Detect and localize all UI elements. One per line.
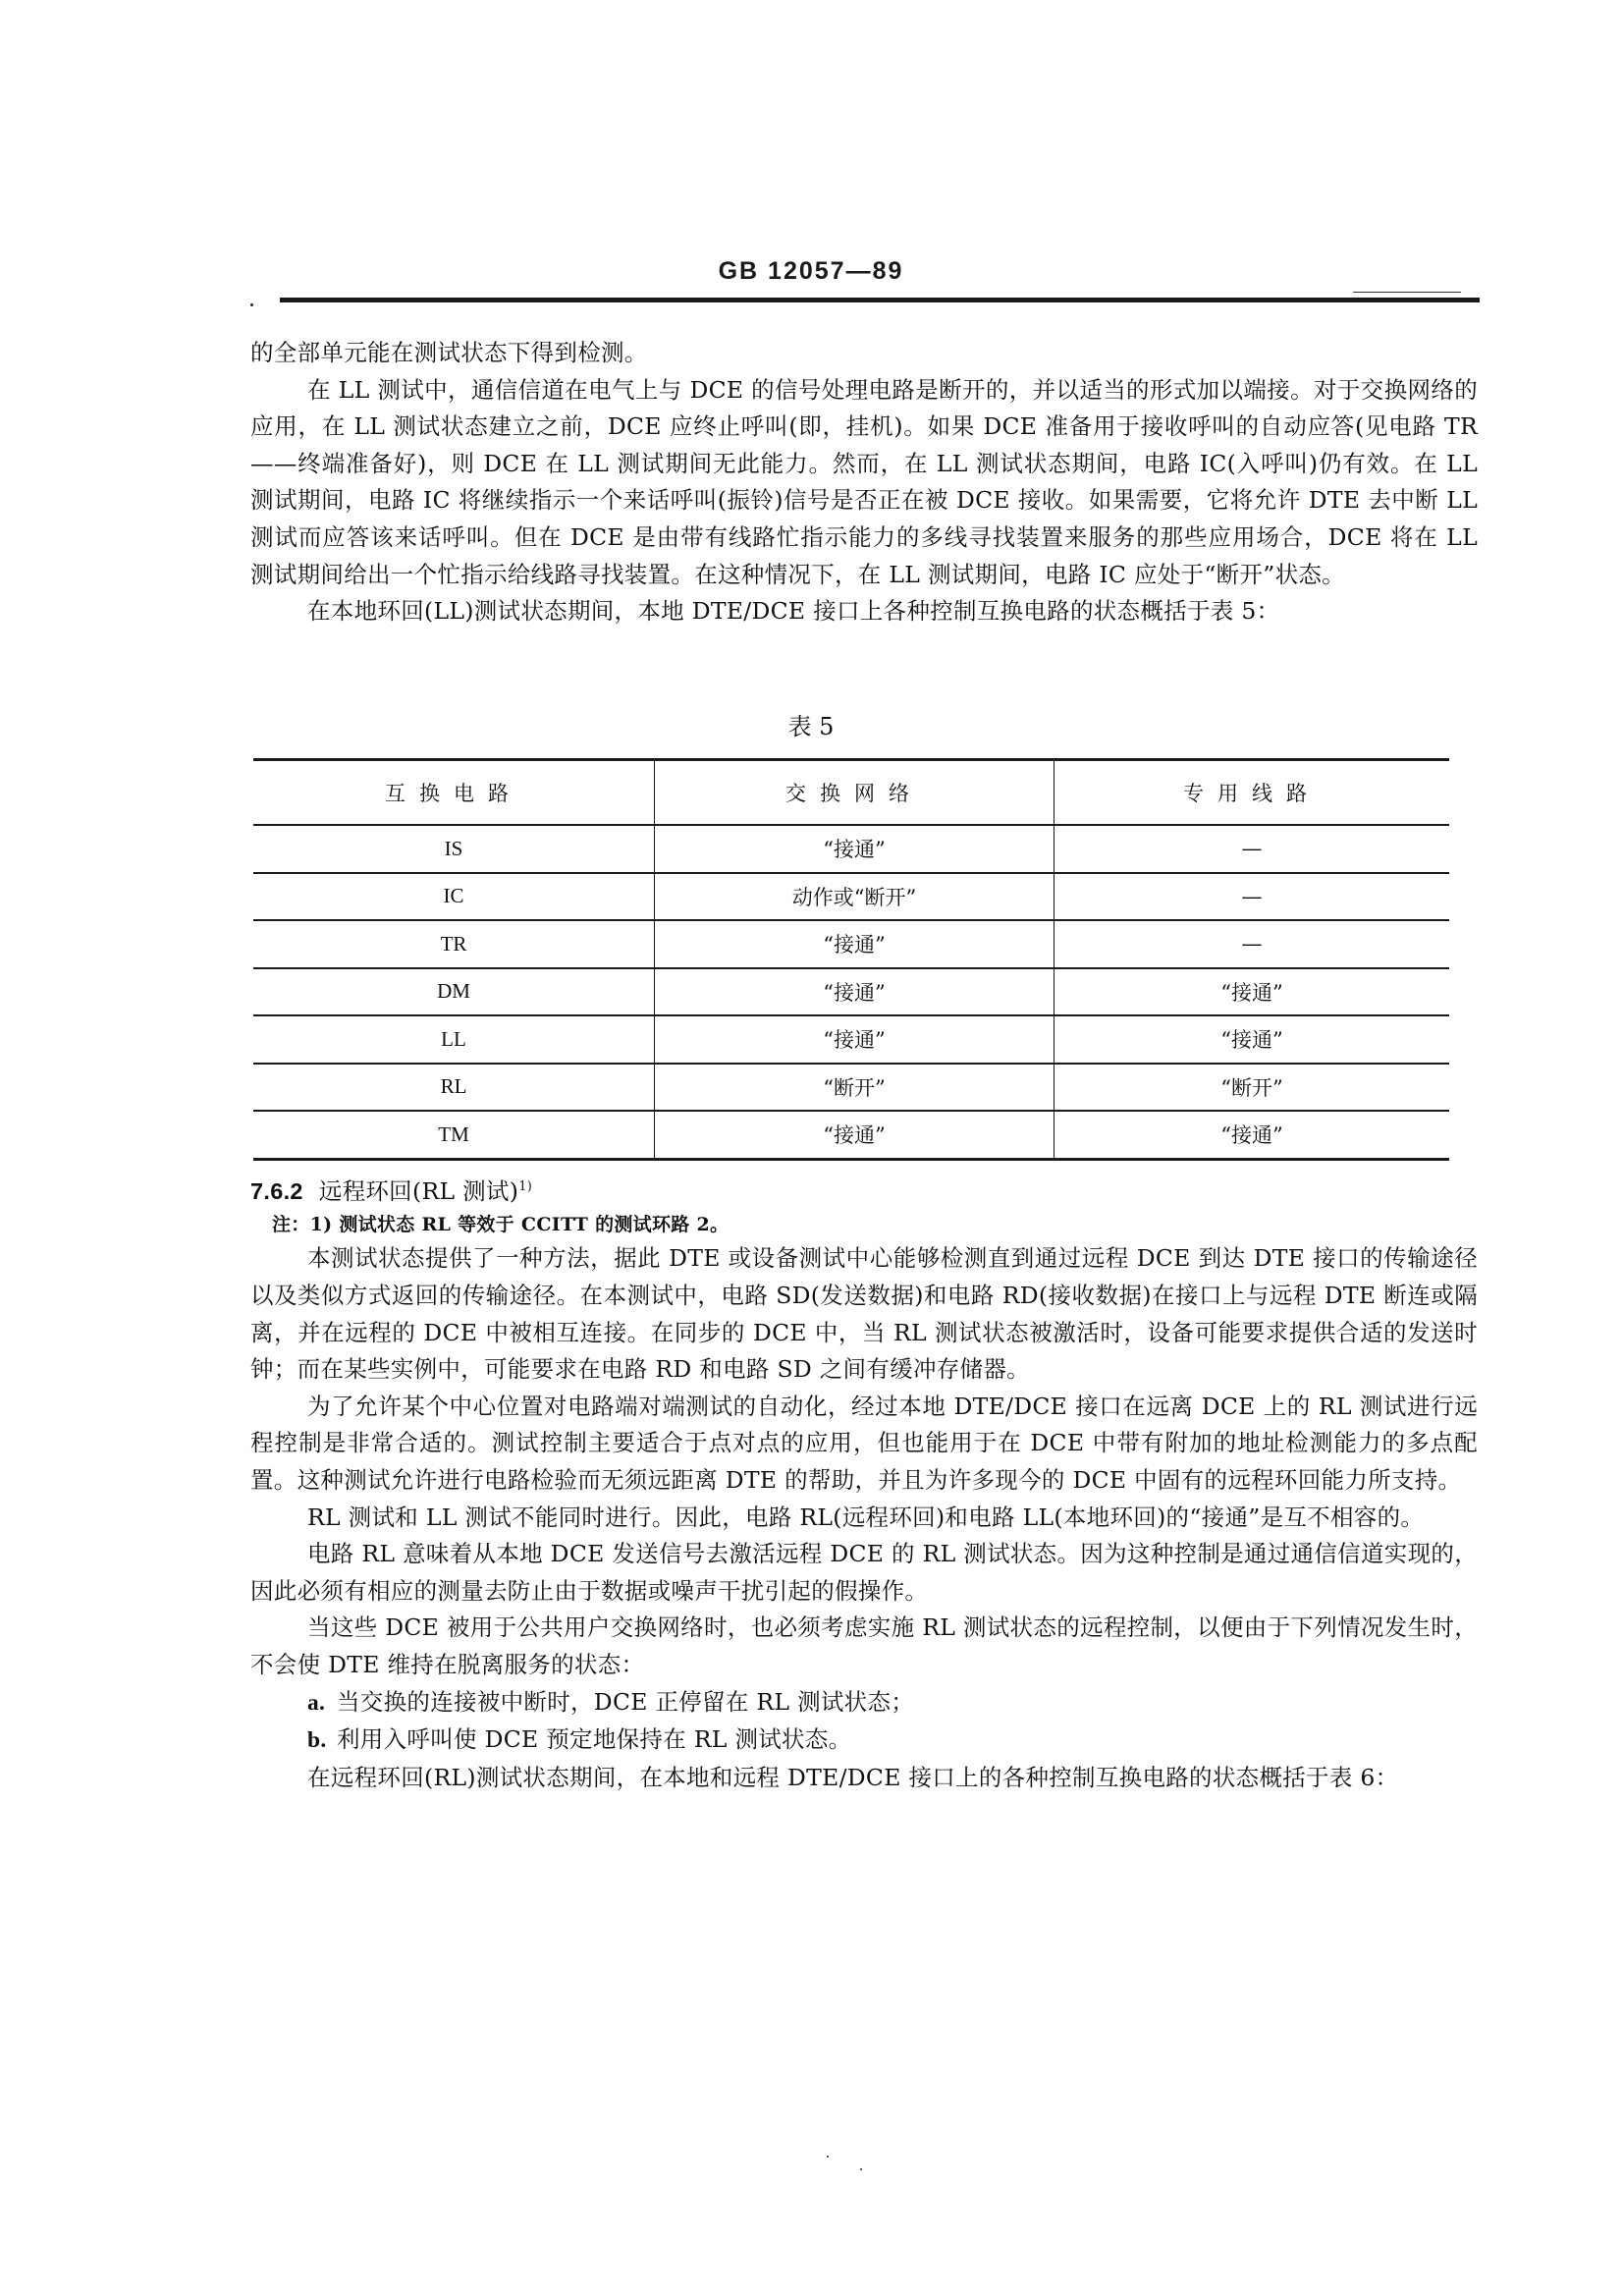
table-caption: 表 5 — [787, 713, 835, 740]
continuation-line: 的全部单元能在测试状态下得到检测。 — [250, 339, 648, 366]
cell-circuit: DM — [253, 968, 655, 1016]
cell-circuit: IC — [253, 873, 655, 921]
column-header-circuit: 互换电路 — [253, 760, 655, 826]
paragraph-ll-test: 在 LL 测试中，通信信道在电气上与 DCE 的信号处理电路是断开的，并以适当的形式加以端接。对于交换网络的应用，在 LL 测试状态建立之前，DCE 应终止呼叫(即，挂机)。如果 DCE 准备用于接收呼叫的自动应答(见电路 TR——终端准备好)，则 DCE 在 LL 测试期间无此能力。然而，在 LL 测试状态期间，电路 IC(入呼叫)仍有效。在 LL 测试期间，电路 IC 将继续指示一个来话呼叫(振铃)信号是否正在被 DCE 接收。如果需要，它将允许 DTE 去中断 LL 测试而应答该来话呼叫。但在 DCE 是由带有线路忙指示能力的多线寻找装置来服务的那些应用场合，DCE 将在 LL 测试期间给出一个忙指示给线路寻找装置。在这种情况下，在 LL 测试期间，电路 IC 应处于“断开”状态。 — [250, 375, 1478, 588]
table-row — [253, 1111, 1449, 1159]
section-title: 远程环回(RL 测试) — [318, 1176, 519, 1205]
cell-circuit: LL — [253, 1015, 655, 1064]
footnote-note: 注：1) 测试状态 RL 等效于 CCITT 的测试环路 2。 — [272, 1214, 730, 1236]
scan-speck — [860, 2168, 862, 2170]
cell-circuit: RL — [253, 1064, 655, 1112]
section-number: 7.6.2 — [250, 1177, 303, 1204]
standard-code: GB 12057—89 — [718, 257, 904, 285]
paragraph-public-network: 当这些 DCE 被用于公共用户交换网络时，也必须考虑实施 RL 测试状态的远程控制，以便由于下列情况发生时，不会使 DTE 维持在脱离服务的状态： — [250, 1613, 1478, 1678]
cell-switched-network: “接通” — [655, 968, 1054, 1016]
top-text-block — [250, 335, 1478, 630]
table-row — [253, 1015, 1449, 1064]
paragraph-table6-intro: 在远程环回(RL)测试状态期间，在本地和远程 DTE/DCE 接口上的各种控制互换电路的状态概括于表 6： — [307, 1763, 1399, 1791]
scan-speck — [250, 303, 253, 306]
cell-leased-line: “接通” — [1054, 968, 1450, 1016]
cell-circuit: TM — [253, 1111, 655, 1159]
header-rule — [280, 298, 1480, 302]
cell-leased-line: — — [1054, 920, 1450, 968]
list-item-a — [250, 1684, 1478, 1722]
cell-leased-line: “接通” — [1054, 1111, 1450, 1159]
list-marker: a. — [307, 1689, 326, 1716]
paragraph-rl-method: 本测试状态提供了一种方法，据此 DTE 或设备测试中心能够检测直到通过远程 DCE 到达 DTE 接口的传输途径以及类似方式返回的传输途径。在本测试中，电路 SD(发送数据)和电路 RD(接收数据)在接口上与远程 DTE 断连或隔离，并在远程的 DCE 中被相互连接。在同步的 DCE 中，当 RL 测试状态被激活时，设备可能要求提供合适的发送时钟；而在某些实例中，可能要求在电路 RD 和电路 SD 之间有缓冲存储器。 — [250, 1244, 1478, 1384]
table-row — [253, 1064, 1449, 1112]
list-item-b — [250, 1722, 1478, 1760]
cell-leased-line: “断开” — [1054, 1064, 1450, 1112]
cell-leased-line: “接通” — [1054, 1015, 1450, 1064]
paragraph-table5-intro: 在本地环回(LL)测试状态期间，本地 DTE/DCE 接口上各种控制互换电路的状态概括于表 5： — [307, 597, 1280, 626]
paragraph-rl-ll-exclusive: RL 测试和 LL 测试不能同时进行。因此，电路 RL(远程环回)和电路 LL(本地环回)的“接通”是互不相容的。 — [307, 1503, 1425, 1531]
paragraph-rl-circuit: 电路 RL 意味着从本地 DCE 发送信号去激活远程 DCE 的 RL 测试状态。因为这种控制是通过通信信道实现的，因此必须有相应的测量去防止由于数据或噪声干扰引起的假操作。 — [250, 1540, 1478, 1605]
column-header-switched-network: 交换网络 — [655, 760, 1054, 826]
scan-speck — [827, 2156, 829, 2158]
header-rule-thin — [1353, 292, 1461, 293]
cell-switched-network: 动作或“断开” — [655, 873, 1054, 921]
table-row — [253, 968, 1449, 1016]
cell-switched-network: “接通” — [655, 1015, 1054, 1064]
table-5 — [253, 758, 1449, 1161]
section-heading — [250, 1169, 1478, 1210]
column-header-leased-line: 专用线路 — [1054, 760, 1450, 826]
cell-leased-line: — — [1054, 825, 1450, 873]
cell-switched-network: “断开” — [655, 1064, 1054, 1112]
table-row — [253, 873, 1449, 921]
table-row — [253, 920, 1449, 968]
table-row — [253, 825, 1449, 873]
cell-switched-network: “接通” — [655, 825, 1054, 873]
paragraph-rl-remote-control: 为了允许某个中心位置对电路端对端测试的自动化，经过本地 DTE/DCE 接口在远离 DCE 上的 RL 测试进行远程控制是非常合适的。测试控制主要适合于点对点的应用，但也能用于在 DCE 中带有附加的地址检测能力的多点配置。这种测试允许进行电路检验而无须远距离 DTE 的帮助，并且为许多现今的 DCE 中固有的远程环回能力所支持。 — [250, 1392, 1478, 1494]
cell-switched-network: “接通” — [655, 1111, 1054, 1159]
cell-leased-line: — — [1054, 873, 1450, 921]
list-marker: b. — [307, 1727, 327, 1754]
section-7-6-2 — [250, 1169, 1478, 1796]
list-text: 当交换的连接被中断时，DCE 正停留在 RL 测试状态； — [337, 1687, 915, 1716]
cell-circuit: IS — [253, 825, 655, 873]
cell-switched-network: “接通” — [655, 920, 1054, 968]
cell-circuit: TR — [253, 920, 655, 968]
table-header-row — [253, 760, 1449, 826]
list-text: 利用入呼叫使 DCE 预定地保持在 RL 测试状态。 — [337, 1725, 852, 1754]
footnote-ref: 1) — [518, 1179, 533, 1194]
